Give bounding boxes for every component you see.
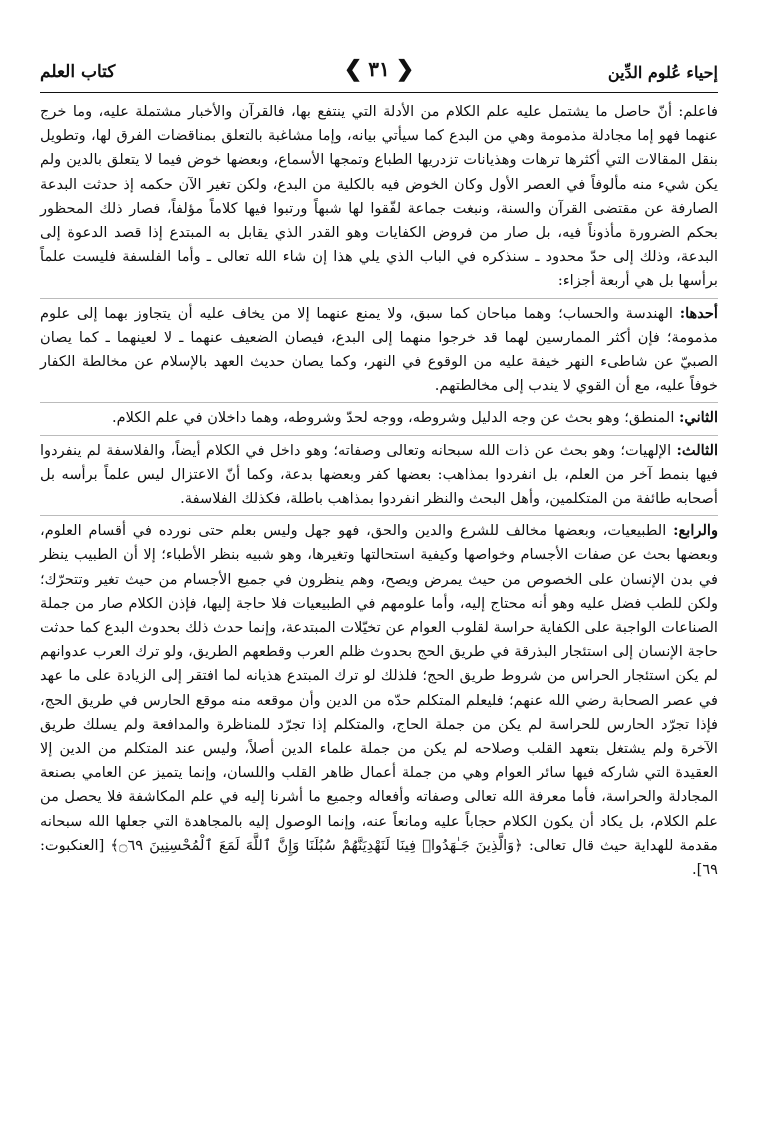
paragraph-part-three — [40, 435, 718, 512]
paragraph-text: المنطق؛ وهو بحث عن وجه الدليل وشروطه، ووجه لحدّ وشروطه، وهما داخلان في علم الكلام. — [111, 409, 675, 427]
page-number-block — [344, 56, 414, 82]
running-book-title: كتاب العلم — [40, 62, 116, 82]
running-work-title: إحياء عُلوم الدِّين — [607, 62, 718, 82]
paragraph-part-four — [40, 515, 718, 882]
paragraph-text: الطبيعيات، وبعضها مخالف للشرع والدين والحق، فهو جهل وليس بعلم حتى نورده في أقسام العلوم، وبعضها بحث عن صفات الأجسام وخواصها وكيفية استحالتها وتغيرها، وهو شبيه بنظر الأطباء؛ إلا أن الطبيب ينظر في بدن الإنسان على الخصوص من حيث يمرض ويصح، وهم ينظرون في جميع الأجسام من حيث تغير وتتحرّك؛ ولكن للطب فضل عليه وهو أنه محتاج إليه، وأما علومهم في الطبيعيات فلا حاجة إليها، فإذن الكلام صار من جملة الصناعات الواجبة على الكفاية حراسة لقلوب العوام عن تخيّلات المبتدعة، وإنما حدث ذلك بحدوث البدع كما حدثت حاجة الإنسان إلى استئجار البذرقة في طريق الحج بحدوث ظلم العرب وقطعهم الطريق، ولو ترك العرب عدوانهم لم يكن استئجار الحراس من شروط طريق الحج؛ فلذلك لو ترك المبتدع هذيانه لما افتقر إلى الزيادة على ما عهد في عصر الصحابة رضي الله عنهم؛ فليعلم المتكلم حدّه من الدين وأن موقعه منه موقع الحارس في طريق الحج، فإذا تجرّد الحارس للحراسة لم يكن من جملة الحاج، والمتكلم إذا تجرّد للمناظرة والمدافعة ولم يسلك طريق الآخرة ولم يشتغل بتعهد القلب وصلاحه لم يكن من جملة علماء الدين أصلاً، وليس عند المتكلم من الدين إلا العقيدة التي شاركه فيها سائر العوام وهي من جملة أعمال ظاهر القلب واللسان، وإنما يتميز عن العامي بصنعة المجادلة والحراسة، فأما معرفة الله تعالى وصفاته وأفعاله وجميع ما أشرنا إليه في علم المكاشفة فلا يحصل من علم الكلام، بل يكاد أن يكون الكلام حجاباً عليه ومانعاً عنه، وإنما الوصول إليه بالمجاهدة التي جعلها الله سبحانه مقدمة للهداية حيث قال تعالى: — [40, 522, 719, 854]
paragraph-part-two — [40, 402, 718, 430]
paragraph-lead: أحدها: — [679, 304, 718, 322]
paragraph-text: الإلهيات؛ وهو بحث عن ذات الله سبحانه وتعالى وصفاته؛ وهو داخل في الكلام أيضاً، والفلاسفة لم ينفردوا فيها بنمط آخر من العلم، بل انفردوا بمذاهب: بعضها كفر وبعضها بدعة، وكما أنّ الاعتزال ليس علماً برأسه بل أصحابه طائفة من المتكلمين، وأهل البحث والنظر انفردوا بمذاهب باطلة، فكذلك الفلاسفة. — [40, 441, 718, 508]
paragraph-lead: الثاني: — [679, 409, 718, 427]
paragraph-lead: الثالث: — [676, 441, 719, 459]
ornament-left-icon: ❮ — [343, 56, 363, 82]
paragraph-intro — [40, 100, 718, 294]
verse-citation: [العنكبوت: ٦٩]. — [40, 836, 718, 879]
paragraph-text: فاعلم: أنّ حاصل ما يشتمل عليه علم الكلام من الأدلة التي ينتفع بها، فالقرآن والأخبار مشتملة عليه، وما خرج عنهما فهو إما مجادلة مذمومة وهي من البدع كما سيأتي بيانه، وإما مشاغبة بالتعلق بمناقضات الفرق لها، وتطويل بنقل المقالات التي أكثرها ترهات وهذيانات تزدريها الطباع وتمجها الأسماع، وبعضها خوض فيما لا يتعلق بالدين ولم يكن شيء منه مألوفاً في العصر الأول وكان الخوض فيه بالكلية من البدع، ولكن تغير الآن حكمه إذ حدثت البدعة الصارفة عن مقتضى القرآن والسنة، ونبغت جماعة لفّقوا لها شبهاً ورتبوا فيها كلاماً مؤلفاً، فصار ذلك المحظور بحكم الضرورة مأذوناً فيه، بل صار من فروض الكفايات وهو القدر الذي يقابل به المبتدع إذا قصد الدعوة إلى البدعة، وذلك إلى حدّ محدود ـ سنذكره في الباب الذي يلي هذا إن شاء الله تعالى ـ وأما الفلسفة فليست علماً برأسها بل هي أربعة أجزاء: — [40, 103, 718, 290]
page-body — [40, 100, 718, 882]
page-number: ٣١ — [368, 57, 390, 81]
paragraph-part-one — [40, 298, 718, 399]
ornament-right-icon: ❯ — [395, 56, 415, 82]
paragraph-lead: والرابع: — [673, 522, 718, 540]
page-header — [40, 52, 718, 93]
paragraph-text: الهندسة والحساب؛ وهما مباحان كما سبق، ولا يمنع عنهما إلا من يخاف عليه أن يتجاوز بهما إلى علوم مذمومة؛ فإن أكثر الممارسين لهما قد خرجوا منهما إلى البدع، فيصان الضعيف عنهما ـ لا لعينهما ـ كما يصان الصبيّ عن شاطىء النهر خيفة عليه من الوقوع في النهر، وكما يصان حديث العهد بالإسلام عن مخالطة الكفار خوفاً عليه، مع أن القوي لا يندب إلى مخالطتهم. — [40, 304, 718, 395]
quran-verse: ﴿وَالَّذِينَ جَـٰهَدُوا۟ فِينَا لَنَهْدِيَنَّهُمْ سُبُلَنَا وَإِنَّ ٱللَّهَ لَمَعَ ٱلْمُحْسِنِينَ ۝٦٩﴾ — [110, 836, 523, 854]
